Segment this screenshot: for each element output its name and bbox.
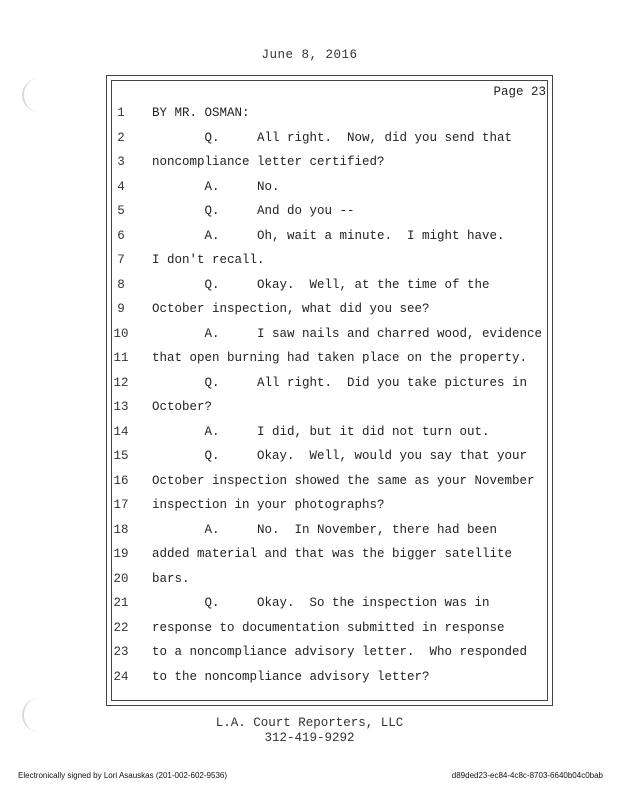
transcript-line bbox=[0, 253, 619, 277]
line-text: to a noncompliance advisory letter. Who responded bbox=[152, 645, 528, 659]
transcript-line bbox=[0, 131, 619, 155]
line-text: I don't recall. bbox=[152, 253, 265, 267]
transcript-line bbox=[0, 498, 619, 522]
line-text: October? bbox=[152, 400, 213, 414]
transcript-line bbox=[0, 523, 619, 547]
line-number: 19 bbox=[113, 547, 129, 561]
line-text: October inspection, what did you see? bbox=[152, 302, 430, 316]
line-text: to the noncompliance advisory letter? bbox=[152, 669, 430, 684]
line-text: A. I did, but it did not turn out. bbox=[152, 424, 490, 439]
page-number: Page 23 bbox=[493, 85, 546, 99]
line-text: Q. All right. Now, did you send that bbox=[152, 130, 513, 145]
transcript-line bbox=[0, 425, 619, 449]
line-text: October inspection showed the same as your November bbox=[152, 473, 535, 488]
transcript-line bbox=[0, 547, 619, 571]
line-number: 16 bbox=[113, 473, 129, 488]
transcript-line bbox=[0, 596, 619, 620]
line-number: 17 bbox=[113, 498, 129, 512]
line-number: 3 bbox=[117, 155, 125, 169]
line-number: 15 bbox=[113, 449, 129, 463]
transcript-line bbox=[0, 351, 619, 375]
line-text: A. Oh, wait a minute. I might have. bbox=[152, 228, 505, 243]
line-text: that open burning had taken place on the property. bbox=[152, 351, 528, 365]
line-number: 1 bbox=[117, 106, 125, 120]
line-text: A. I saw nails and charred wood, evidence bbox=[152, 326, 543, 341]
line-number: 10 bbox=[113, 326, 129, 341]
line-text: Q. Okay. So the inspection was in bbox=[152, 596, 490, 610]
line-number: 12 bbox=[113, 375, 129, 390]
transcript-line bbox=[0, 327, 619, 351]
transcript-line bbox=[0, 449, 619, 473]
line-number: 4 bbox=[117, 179, 125, 194]
line-number: 24 bbox=[113, 669, 129, 684]
line-number: 23 bbox=[113, 645, 129, 659]
line-text: inspection in your photographs? bbox=[152, 498, 385, 512]
transcript-line bbox=[0, 474, 619, 498]
line-text: BY MR. OSMAN: bbox=[152, 106, 250, 120]
footer-phone: 312-419-9292 bbox=[264, 731, 355, 745]
line-number: 18 bbox=[113, 522, 129, 537]
transcript-line bbox=[0, 572, 619, 596]
line-number: 2 bbox=[117, 130, 125, 145]
line-text: A. No. bbox=[152, 179, 280, 194]
line-text: noncompliance letter certified? bbox=[152, 155, 385, 169]
line-number: 5 bbox=[117, 204, 125, 218]
transcript-line bbox=[0, 106, 619, 130]
line-text: response to documentation submitted in response bbox=[152, 620, 505, 635]
line-number: 11 bbox=[113, 351, 129, 365]
line-number: 8 bbox=[117, 277, 125, 292]
line-number: 13 bbox=[113, 400, 129, 414]
signature-left: Electronically signed by Lori Asauskas (201-002-602-9536) bbox=[18, 771, 228, 780]
line-text: added material and that was the bigger satellite bbox=[152, 547, 513, 561]
transcript-line bbox=[0, 278, 619, 302]
transcript-line bbox=[0, 302, 619, 326]
signature-right: d89ded23-ec84-4c8c-8703-6640b04c0bab bbox=[451, 771, 603, 780]
line-number: 21 bbox=[113, 596, 129, 610]
line-number: 20 bbox=[113, 571, 129, 586]
transcript-line bbox=[0, 376, 619, 400]
line-text: Q. Okay. Well, would you say that your bbox=[152, 449, 528, 463]
line-text: A. No. In November, there had been bbox=[152, 522, 498, 537]
line-text: Q. Okay. Well, at the time of the bbox=[152, 277, 490, 292]
transcript-line bbox=[0, 155, 619, 179]
transcript-line bbox=[0, 621, 619, 645]
line-number: 9 bbox=[117, 302, 125, 316]
transcript-line bbox=[0, 645, 619, 669]
line-number: 7 bbox=[117, 253, 125, 267]
transcript-line bbox=[0, 400, 619, 424]
transcript-line bbox=[0, 670, 619, 694]
transcript-line bbox=[0, 204, 619, 228]
line-text: Q. All right. Did you take pictures in bbox=[152, 375, 528, 390]
footer-company: L.A. Court Reporters, LLC bbox=[215, 716, 404, 730]
transcript-line bbox=[0, 229, 619, 253]
transcript-line bbox=[0, 180, 619, 204]
line-text: bars. bbox=[152, 571, 190, 586]
header-date: June 8, 2016 bbox=[261, 48, 358, 62]
line-number: 6 bbox=[117, 228, 125, 243]
line-number: 14 bbox=[113, 424, 129, 439]
line-text: Q. And do you -- bbox=[152, 204, 355, 218]
line-number: 22 bbox=[113, 620, 129, 635]
